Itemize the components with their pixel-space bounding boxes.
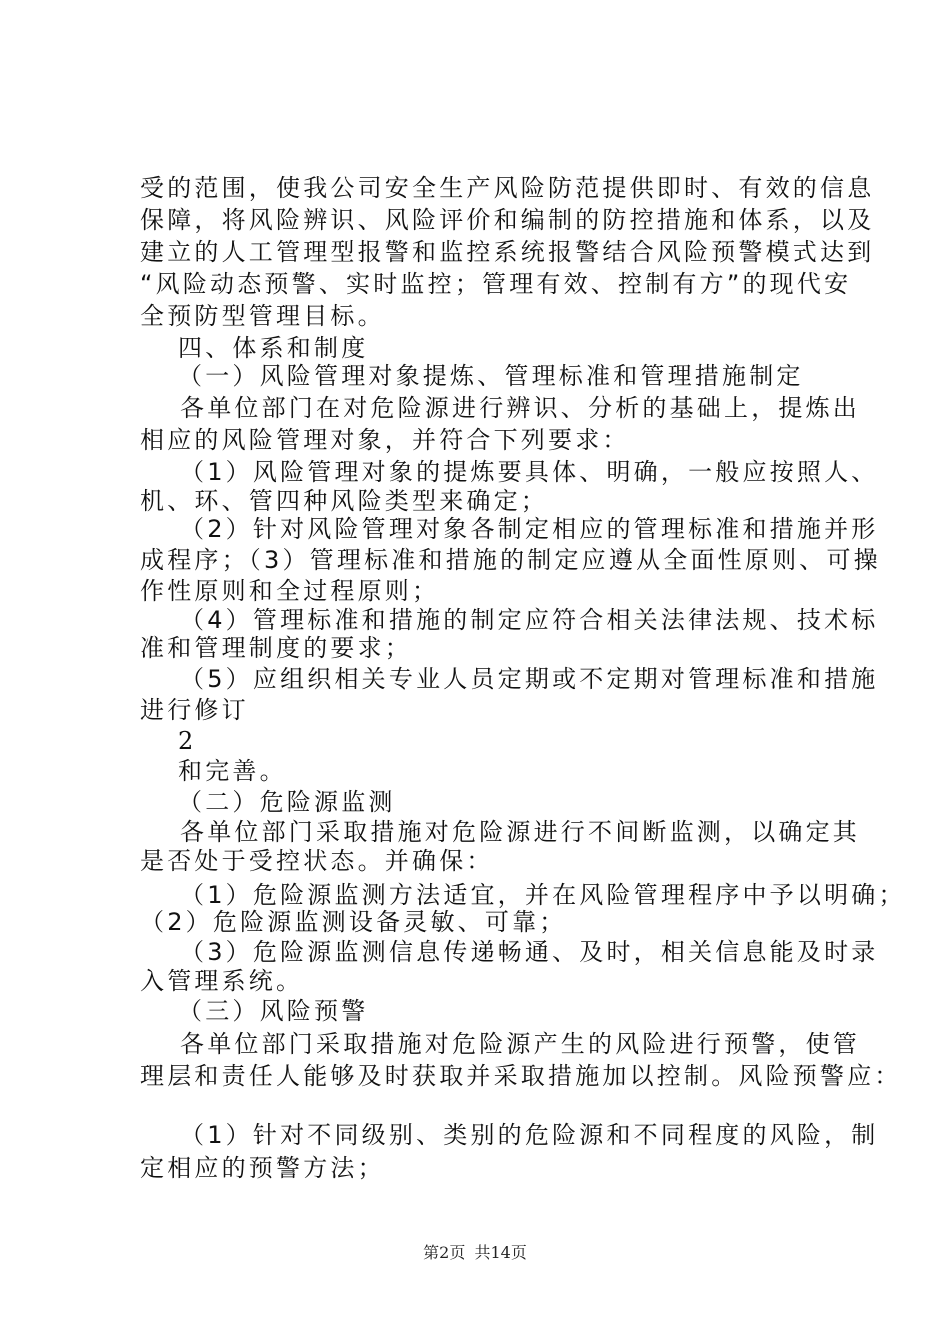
- text-line: 是否处于受控状态。并确保：: [140, 847, 494, 875]
- page-number: 第2页: [423, 1243, 466, 1262]
- text-line: 定相应的预警方法；: [140, 1154, 385, 1182]
- text-line: 机、环、管四种风险类型来确定；: [140, 487, 548, 515]
- text-line: 各单位部门在对危险源进行辨识、分析的基础上，提炼出: [180, 394, 860, 422]
- list-item: （2）针对风险管理对象各制定相应的管理标准和措施并形: [180, 515, 879, 543]
- text-line: 保障，将风险辨识、风险评价和编制的防控措施和体系，以及: [140, 206, 875, 234]
- text-line: 和完善。: [178, 757, 287, 785]
- list-item: （3）危险源监测信息传递畅通、及时，相关信息能及时录: [180, 938, 879, 966]
- text-line: 理层和责任人能够及时获取并采取措施加以控制。风险预警应：: [140, 1062, 902, 1090]
- text-line: 受的范围，使我公司安全生产风险防范提供即时、有效的信息: [140, 174, 875, 202]
- inline-page-number: 2: [178, 727, 197, 755]
- text-line: 入管理系统。: [140, 967, 304, 995]
- text-line: 全预防型管理目标。: [140, 302, 385, 330]
- text-line: 准和管理制度的要求；: [140, 634, 412, 662]
- list-item: （4）管理标准和措施的制定应符合相关法律法规、技术标: [180, 606, 879, 634]
- list-item: （1）风险管理对象的提炼要具体、明确，一般应按照人、: [180, 458, 879, 486]
- text-line: 相应的风险管理对象，并符合下列要求：: [140, 426, 630, 454]
- text-line: 各单位部门采取措施对危险源产生的风险进行预警，使管: [180, 1030, 860, 1058]
- text-line: 建立的人工管理型报警和监控系统报警结合风险预警模式达到: [140, 238, 875, 266]
- list-item: （1）危险源监测方法适宜，并在风险管理程序中予以明确；: [180, 881, 906, 909]
- text-line: 进行修订: [140, 696, 249, 724]
- page-footer: [0, 1243, 950, 1263]
- page-total: 共14页: [474, 1243, 527, 1262]
- list-item: （5）应组织相关专业人员定期或不定期对管理标准和措施: [180, 665, 879, 693]
- text-line: 各单位部门采取措施对危险源进行不间断监测，以确定其: [180, 818, 860, 846]
- text-line: 成程序；（3）管理标准和措施的制定应遵从全面性原则、可操: [140, 546, 881, 574]
- subsection-heading: （一）风险管理对象提炼、管理标准和管理措施制定: [178, 362, 804, 390]
- text-line: “风险动态预警、实时监控；管理有效、控制有方”的现代安: [140, 270, 852, 298]
- list-item: （1）针对不同级别、类别的危险源和不同程度的风险，制: [180, 1121, 879, 1149]
- text-line: 作性原则和全过程原则；: [140, 577, 440, 605]
- subsection-heading: （三）风险预警: [178, 997, 369, 1025]
- list-item: （2）危险源监测设备灵敏、可靠；: [140, 908, 567, 936]
- section-heading: 四、体系和制度: [178, 334, 369, 362]
- subsection-heading: （二）危险源监测: [178, 788, 396, 816]
